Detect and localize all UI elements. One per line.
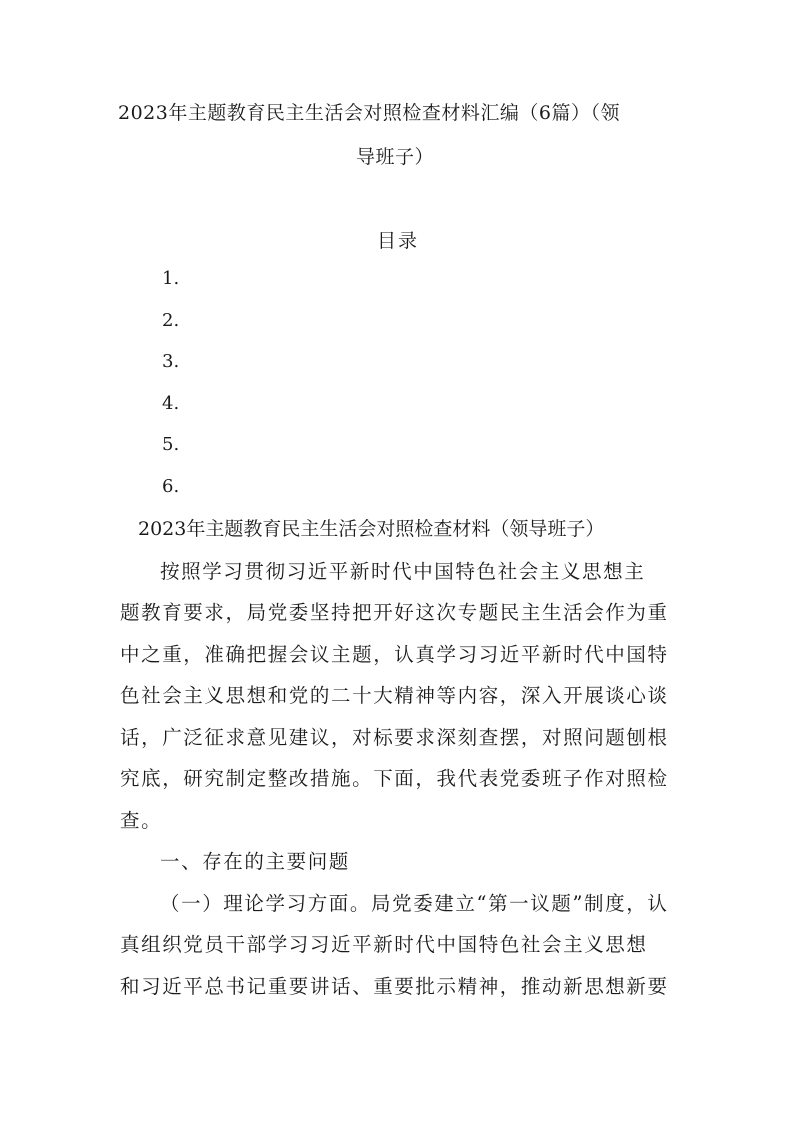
paragraph-line: 究底，研究制定整改措施。下面，我代表党委班子作对照检 [120, 767, 669, 790]
section-heading: 一、存在的主要问题 [160, 850, 350, 873]
paragraph-line: 查。 [120, 809, 163, 832]
paragraph-line: 中之重，准确把握会议主题，认真学习习近平新时代中国特 [120, 643, 669, 666]
toc-item: 5. [162, 434, 180, 455]
toc-item: 2. [162, 310, 180, 331]
paragraph-line: 题教育要求，局党委坚持把开好这次专题民主生活会作为重 [120, 601, 669, 624]
article-title: 2023年主题教育民主生活会对照检查材料（领导班子） [138, 518, 605, 540]
toc-item: 4. [162, 393, 180, 414]
paragraph-line: 按照学习贯彻习近平新时代中国特色社会主义思想主 [160, 560, 646, 583]
toc-item: 1. [162, 268, 180, 289]
paragraph-line: 色社会主义思想和党的二十大精神等内容，深入开展谈心谈 [120, 684, 669, 707]
paragraph-line: （一）理论学习方面。局党委建立“第一议题”制度，认 [160, 892, 669, 915]
document-title-line-2: 导班子） [356, 146, 435, 168]
document-title-line-1: 2023年主题教育民主生活会对照检查材料汇编（6篇）（领 [118, 102, 620, 124]
paragraph-line: 和习近平总书记重要讲话、重要批示精神，推动新思想新要 [120, 975, 669, 998]
paragraph-line: 真组织党员干部学习习近平新时代中国特色社会主义思想 [120, 933, 648, 956]
toc-item: 6. [162, 476, 180, 497]
toc-item: 3. [162, 351, 180, 372]
toc-heading: 目录 [377, 230, 420, 252]
paragraph-line: 话，广泛征求意见建议，对标要求深刻查摆，对照问题刨根 [120, 726, 669, 749]
